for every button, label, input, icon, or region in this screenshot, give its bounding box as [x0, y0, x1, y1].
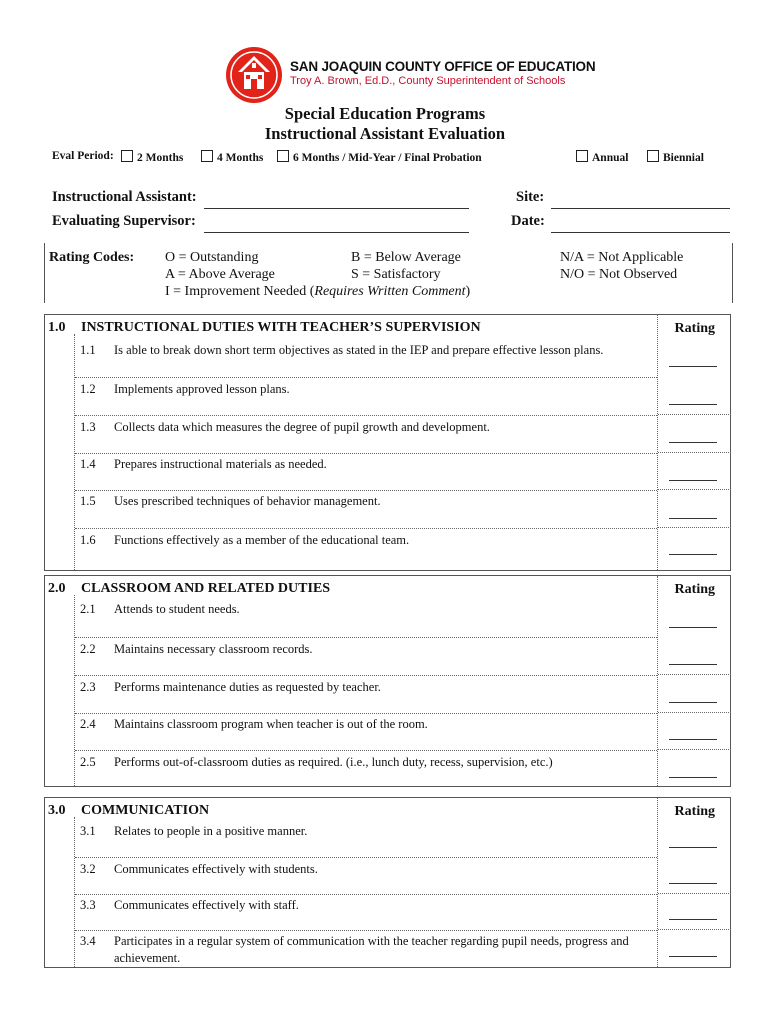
rating-codes-label: Rating Codes: — [49, 250, 135, 265]
list-item — [75, 675, 657, 713]
item-number: 1.6 — [80, 533, 96, 547]
organization-name: SAN JOAQUIN COUNTY OFFICE OF EDUCATION — [290, 59, 596, 74]
item-text: Communicates effectively with students. — [114, 862, 318, 876]
item-text: Is able to break down short term objectives as stated in the IEP and prepare effective lesson plans. — [114, 343, 604, 357]
rating-blank[interactable] — [669, 882, 717, 884]
item-number: 1.3 — [80, 420, 96, 434]
item-number: 2.4 — [80, 717, 96, 731]
instructional-assistant-field[interactable] — [204, 207, 469, 209]
item-text: Prepares instructional materials as needed. — [114, 457, 327, 471]
list-item — [75, 453, 657, 490]
item-text: Collects data which measures the degree of pupil growth and development. — [114, 420, 490, 434]
code-not-applicable: N/A = Not Applicable — [560, 250, 684, 265]
item-text: Functions effectively as a member of the educational team. — [114, 533, 410, 547]
list-item — [75, 637, 657, 675]
item-number: 3.2 — [80, 862, 96, 876]
site-label: Site: — [516, 189, 545, 205]
rating-header: Rating — [674, 321, 715, 336]
item-text: Communicates effectively with staff. — [114, 898, 299, 912]
section-communication — [44, 797, 731, 968]
rating-blank[interactable] — [669, 441, 717, 443]
eval-period-label: Eval Period: — [52, 150, 114, 162]
list-item — [75, 377, 657, 416]
date-label: Date: — [511, 213, 545, 229]
rating-blank[interactable] — [669, 517, 717, 519]
item-text: Uses prescribed techniques of behavior management. — [114, 494, 381, 508]
item-text: Maintains necessary classroom records. — [114, 642, 313, 656]
option-6-months[interactable]: 6 Months / Mid-Year / Final Probation — [277, 150, 482, 164]
option-2-months[interactable]: 2 Months — [121, 150, 183, 164]
evaluating-supervisor-field[interactable] — [204, 231, 469, 233]
code-improvement-needed: I = Improvement Needed (Requires Written Comment) — [165, 284, 471, 299]
page-subtitle: Instructional Assistant Evaluation — [264, 124, 506, 143]
item-text: Performs out-of-classroom duties as required. (i.e., lunch duty, recess, supervision, etc.) — [114, 755, 553, 769]
list-item — [75, 490, 657, 529]
option-4-months[interactable]: 4 Months — [201, 150, 263, 164]
rating-blank[interactable] — [669, 776, 717, 778]
rating-header: Rating — [674, 582, 715, 597]
option-annual[interactable]: Annual — [576, 150, 628, 164]
list-item — [75, 750, 657, 787]
list-item — [75, 857, 657, 894]
list-item — [75, 930, 657, 968]
section-number: 2.0 — [48, 581, 66, 596]
list-item — [75, 339, 657, 377]
item-number: 3.3 — [80, 898, 96, 912]
item-text: Implements approved lesson plans. — [114, 382, 290, 396]
list-item — [75, 415, 657, 454]
rating-blank[interactable] — [669, 701, 717, 703]
rating-header: Rating — [674, 804, 715, 819]
item-number: 1.5 — [80, 494, 96, 508]
rating-blank[interactable] — [669, 918, 717, 920]
instructional-assistant-label: Instructional Assistant: — [52, 189, 197, 205]
code-below-average: B = Below Average — [351, 250, 461, 265]
rating-codes-box — [44, 243, 733, 303]
checkbox[interactable] — [647, 150, 659, 162]
checkbox[interactable] — [576, 150, 588, 162]
rating-blank[interactable] — [669, 365, 717, 367]
item-text: Attends to student needs. — [114, 602, 240, 616]
item-number: 2.1 — [80, 602, 96, 616]
evaluating-supervisor-label: Evaluating Supervisor: — [52, 213, 196, 229]
list-item — [75, 894, 657, 930]
item-text: Performs maintenance duties as requested by teacher. — [114, 680, 381, 694]
item-number: 2.3 — [80, 680, 96, 694]
item-number: 1.2 — [80, 382, 96, 396]
rating-blank[interactable] — [669, 553, 717, 555]
section-title: CLASSROOM AND RELATED DUTIES — [81, 581, 331, 596]
date-field[interactable] — [551, 231, 730, 233]
item-text: Participates in a regular system of communication with the teacher regarding pupil needs, progress and achievement. — [114, 934, 629, 965]
item-number: 3.1 — [80, 824, 96, 838]
rating-blank[interactable] — [669, 955, 717, 957]
list-item — [75, 528, 657, 571]
item-number: 2.2 — [80, 642, 96, 656]
schoolhouse-logo-icon — [225, 46, 283, 104]
section-number: 1.0 — [48, 320, 66, 335]
option-biennial[interactable]: Biennial — [647, 150, 704, 164]
rating-blank[interactable] — [669, 738, 717, 740]
item-number: 3.4 — [80, 934, 96, 948]
section-title: COMMUNICATION — [81, 803, 210, 818]
rating-blank[interactable] — [669, 663, 717, 665]
code-above-average: A = Above Average — [165, 267, 275, 282]
section-number: 3.0 — [48, 803, 66, 818]
list-item — [75, 713, 657, 751]
checkbox[interactable] — [121, 150, 133, 162]
code-outstanding: O = Outstanding — [165, 250, 259, 265]
section-classroom-duties — [44, 575, 731, 787]
section-title: INSTRUCTIONAL DUTIES WITH TEACHER’S SUPERVISION — [81, 320, 481, 335]
rating-blank[interactable] — [669, 846, 717, 848]
checkbox[interactable] — [201, 150, 213, 162]
site-field[interactable] — [551, 207, 730, 209]
code-not-observed: N/O = Not Observed — [560, 267, 678, 282]
organization-header — [290, 59, 595, 87]
item-number: 1.1 — [80, 343, 96, 357]
code-satisfactory: S = Satisfactory — [351, 267, 441, 282]
list-item — [75, 598, 657, 636]
rating-blank[interactable] — [669, 626, 717, 628]
list-item — [75, 820, 657, 856]
item-text: Maintains classroom program when teacher is out of the room. — [114, 717, 428, 731]
page-title: Special Education Programs — [284, 104, 486, 123]
section-instructional-duties — [44, 314, 731, 571]
item-number: 1.4 — [80, 457, 96, 471]
item-number: 2.5 — [80, 755, 96, 769]
item-text: Relates to people in a positive manner. — [114, 824, 308, 838]
rating-blank[interactable] — [669, 479, 717, 481]
superintendent-line: Troy A. Brown, Ed.D., County Superintendent of Schools — [290, 75, 566, 87]
checkbox[interactable] — [277, 150, 289, 162]
rating-blank[interactable] — [669, 403, 717, 405]
